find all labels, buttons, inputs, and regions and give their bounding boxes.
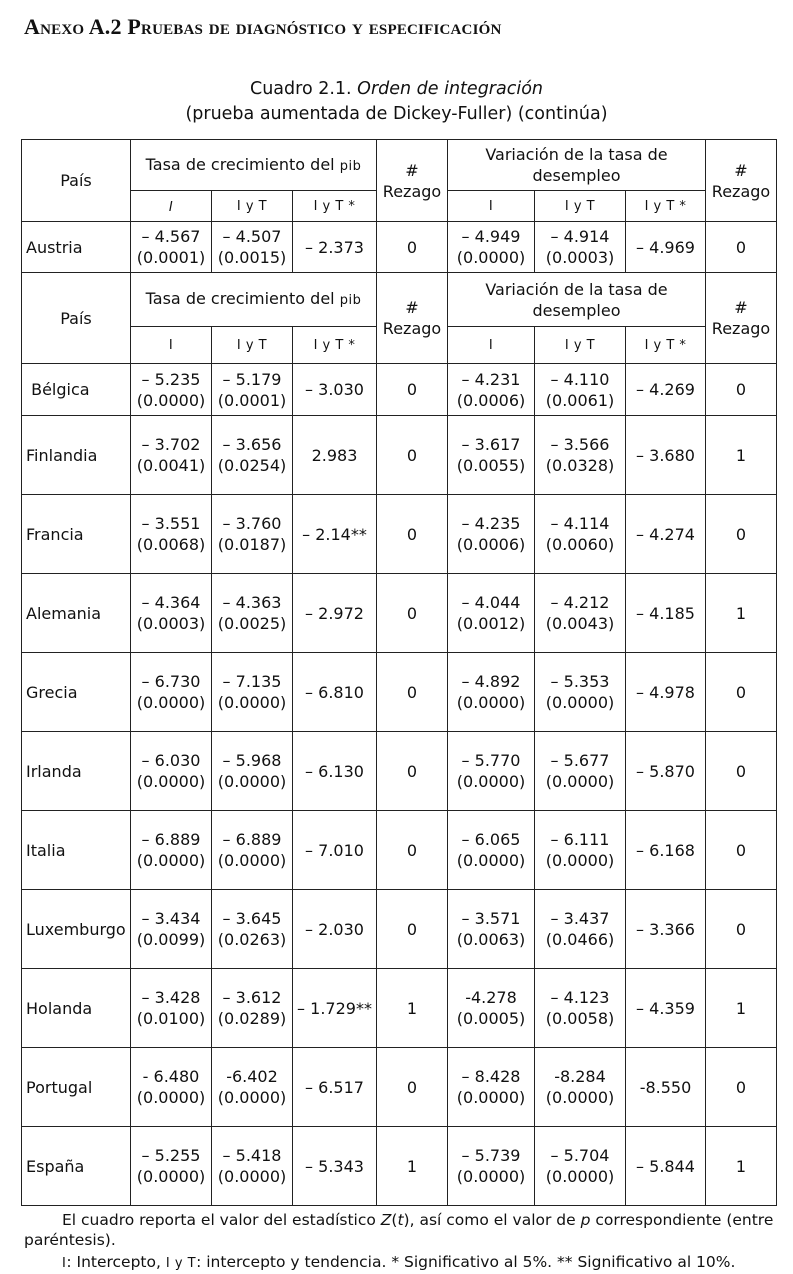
unemp-its-cell: – 5.844	[626, 1127, 706, 1206]
p-value: (0.0000)	[545, 851, 615, 870]
country-name: España	[22, 1127, 131, 1206]
header-gdp-group	[131, 140, 377, 191]
header-gdp-text: Tasa de crecimiento del	[145, 154, 340, 174]
p-value: (0.0012)	[456, 614, 526, 633]
table-caption-line2: (prueba aumentada de Dickey-Fuller) (continúa)	[185, 104, 608, 124]
p-value: (0.0000)	[545, 1167, 615, 1186]
gdp-its-cell: – 7.010	[293, 811, 377, 890]
stat-value: – 4.914	[550, 227, 610, 246]
stat-value: – 4.212	[550, 593, 610, 612]
p-value: (0.0015)	[217, 248, 287, 267]
stat-value: – 5.353	[550, 672, 610, 691]
unemp-lag-cell: 0	[706, 222, 777, 273]
table-row	[22, 732, 777, 811]
subheader-i: I	[448, 327, 535, 364]
table-row	[22, 653, 777, 732]
unemp-i-cell	[448, 969, 535, 1048]
gdp-lag-cell: 1	[377, 1127, 448, 1206]
header-lag: # Rezago	[706, 140, 777, 222]
gdp-lag-cell: 0	[377, 890, 448, 969]
gdp-lag-cell: 0	[377, 732, 448, 811]
table-caption-line1	[0, 79, 793, 99]
header-gdp-text: Tasa de crecimiento del	[145, 289, 340, 308]
stat-value: – 4.044	[461, 593, 521, 612]
footnote-t: t	[397, 1211, 404, 1229]
p-value: (0.0000)	[456, 1167, 526, 1186]
gdp-it-cell	[212, 574, 293, 653]
table-row	[22, 495, 777, 574]
p-value: (0.0061)	[545, 390, 615, 410]
unemp-it-cell	[535, 653, 626, 732]
footnote-text: (	[391, 1211, 398, 1229]
unemp-its-cell: -8.550	[626, 1048, 706, 1127]
p-value: (0.0060)	[545, 535, 615, 554]
p-value: (0.0000)	[217, 1088, 287, 1107]
p-value: (0.0025)	[217, 614, 287, 633]
p-value: (0.0289)	[217, 1009, 287, 1028]
unemp-lag-cell: 0	[706, 811, 777, 890]
stat-value: -4.278	[465, 988, 517, 1007]
unemp-i-cell	[448, 890, 535, 969]
p-value: (0.0000)	[545, 772, 615, 791]
stat-value: – 4.507	[222, 227, 282, 246]
stat-value: – 4.364	[141, 593, 201, 612]
gdp-it-cell	[212, 890, 293, 969]
subheader-i-t-star: I y T *	[293, 191, 377, 222]
gdp-its-cell: – 5.343	[293, 1127, 377, 1206]
stat-value: – 3.434	[141, 909, 201, 928]
unemp-it-cell	[535, 1048, 626, 1127]
header-country: País	[22, 273, 131, 364]
unemp-its-cell: – 5.870	[626, 732, 706, 811]
caption-italic-title: Orden de integración	[357, 79, 543, 99]
unemp-it-cell	[535, 574, 626, 653]
unemp-lag-cell: 1	[706, 574, 777, 653]
stat-value: – 5.968	[222, 751, 282, 770]
p-value: (0.0055)	[456, 456, 526, 475]
p-value: (0.0000)	[136, 390, 206, 410]
stat-value: – 3.566	[550, 435, 610, 454]
p-value: (0.0058)	[545, 1009, 615, 1028]
stat-value: – 7.135	[222, 672, 282, 691]
p-value: (0.0000)	[136, 693, 206, 712]
stat-value: – 5.739	[461, 1146, 521, 1165]
unemp-lag-cell: 0	[706, 1048, 777, 1127]
austria-table	[21, 139, 777, 273]
header-gdp-abbr: pib	[339, 158, 362, 174]
unemp-its-cell: – 4.185	[626, 574, 706, 653]
footnote-statistic	[24, 1210, 776, 1250]
gdp-i-cell	[131, 1127, 212, 1206]
gdp-its-cell: – 2.14**	[293, 495, 377, 574]
subheader-i-text: I	[168, 199, 174, 215]
stat-value: – 3.617	[461, 435, 521, 454]
p-value: (0.0006)	[456, 535, 526, 554]
subheader-i-t: I y T	[535, 191, 626, 222]
gdp-i-cell	[131, 732, 212, 811]
caption-prefix: Cuadro 2.1.	[249, 79, 358, 99]
country-rows	[22, 364, 777, 1206]
table-row-austria	[22, 222, 777, 273]
country-name: Bélgica	[22, 364, 131, 416]
p-value: (0.0000)	[545, 693, 615, 712]
stat-value: – 3.437	[550, 909, 610, 928]
gdp-its-cell: – 2.373	[293, 222, 377, 273]
stat-value: – 3.571	[461, 909, 521, 928]
subheader-i	[131, 191, 212, 222]
unemp-i-cell	[448, 222, 535, 273]
country-name: Grecia	[22, 653, 131, 732]
p-value: (0.0263)	[217, 930, 287, 949]
gdp-its-cell: – 1.729**	[293, 969, 377, 1048]
stat-value: – 3.645	[222, 909, 282, 928]
unemp-lag-cell: 1	[706, 416, 777, 495]
table-row	[22, 1127, 777, 1206]
stat-value: – 3.612	[222, 988, 282, 1007]
unemp-lag-cell: 0	[706, 890, 777, 969]
gdp-i-cell	[131, 222, 212, 273]
country-name: Luxemburgo	[22, 890, 131, 969]
stat-value: – 4.949	[461, 227, 521, 246]
unemp-it-cell	[535, 732, 626, 811]
unemp-i-cell	[448, 811, 535, 890]
unemp-i-cell	[448, 574, 535, 653]
p-value: (0.0003)	[545, 248, 615, 267]
subheader-i-t: I y T	[535, 327, 626, 364]
p-value: (0.0043)	[545, 614, 615, 633]
p-value: (0.0000)	[136, 1088, 206, 1107]
gdp-lag-cell: 0	[377, 1048, 448, 1127]
gdp-its-cell: – 6.130	[293, 732, 377, 811]
unemp-lag-cell: 0	[706, 495, 777, 574]
stat-value: – 4.110	[550, 369, 610, 389]
p-value: (0.0006)	[456, 390, 526, 410]
unemp-it-cell	[535, 222, 626, 273]
unemp-it-cell	[535, 364, 626, 416]
unemp-its-cell: – 4.269	[626, 364, 706, 416]
gdp-lag-cell: 0	[377, 495, 448, 574]
stat-value: – 3.656	[222, 435, 282, 454]
gdp-lag-cell: 0	[377, 811, 448, 890]
gdp-lag-cell: 1	[377, 969, 448, 1048]
header-gdp-group	[131, 273, 377, 327]
stat-value: - 6.480	[142, 1067, 200, 1086]
unemp-lag-cell: 0	[706, 732, 777, 811]
header-unemp-group: Variación de la tasa de desempleo	[448, 273, 706, 327]
gdp-lag-cell: 0	[377, 364, 448, 416]
gdp-it-cell	[212, 364, 293, 416]
unemp-its-cell: – 4.274	[626, 495, 706, 574]
p-value: (0.0000)	[456, 772, 526, 791]
p-value: (0.0466)	[545, 930, 615, 949]
table-row	[22, 416, 777, 495]
gdp-i-cell	[131, 574, 212, 653]
gdp-its-cell: – 2.030	[293, 890, 377, 969]
p-value: (0.0000)	[217, 772, 287, 791]
table-row	[22, 811, 777, 890]
footnote-text: El cuadro reporta el valor del estadístico	[62, 1211, 381, 1229]
unemp-i-cell	[448, 732, 535, 811]
gdp-its-cell: 2.983	[293, 416, 377, 495]
footnote-abbr-i: I	[62, 1256, 67, 1271]
stat-value: – 4.363	[222, 593, 282, 612]
unemp-i-cell	[448, 1127, 535, 1206]
unemp-it-cell	[535, 495, 626, 574]
stat-value: – 4.114	[550, 514, 610, 533]
p-value: (0.0063)	[456, 930, 526, 949]
gdp-lag-cell: 0	[377, 416, 448, 495]
gdp-it-cell	[212, 653, 293, 732]
stat-value: – 3.428	[141, 988, 201, 1007]
unemp-it-cell	[535, 969, 626, 1048]
stat-value: – 5.255	[141, 1146, 201, 1165]
p-value: (0.0000)	[217, 1167, 287, 1186]
p-value: (0.0001)	[217, 390, 287, 410]
unemp-its-cell: – 4.359	[626, 969, 706, 1048]
stat-value: – 6.730	[141, 672, 201, 691]
stat-value: – 6.889	[141, 830, 201, 849]
country-name: Francia	[22, 495, 131, 574]
p-value: (0.0000)	[217, 851, 287, 870]
gdp-its-cell: – 2.972	[293, 574, 377, 653]
unemp-it-cell	[535, 1127, 626, 1206]
stat-value: – 4.123	[550, 988, 610, 1007]
unemp-i-cell	[448, 364, 535, 416]
footnote-legend	[62, 1252, 793, 1274]
stat-value: – 3.551	[141, 514, 201, 533]
unemp-i-cell	[448, 495, 535, 574]
header-lag: # Rezago	[377, 140, 448, 222]
table-row	[22, 969, 777, 1048]
unemp-i-cell	[448, 653, 535, 732]
gdp-it-cell	[212, 1048, 293, 1127]
unemp-lag-cell: 0	[706, 364, 777, 416]
gdp-its-cell: – 6.517	[293, 1048, 377, 1127]
unemp-it-cell	[535, 416, 626, 495]
p-value: (0.0000)	[217, 693, 287, 712]
footnote-text: : intercepto y tendencia. * Significativo al 5%. ** Significativo al 10%.	[196, 1253, 736, 1271]
country-name: Alemania	[22, 574, 131, 653]
p-value: (0.0003)	[136, 614, 206, 633]
unemp-it-cell	[535, 811, 626, 890]
stat-value: – 5.418	[222, 1146, 282, 1165]
stat-value: – 6.065	[461, 830, 521, 849]
unemp-its-cell: – 3.680	[626, 416, 706, 495]
gdp-it-cell	[212, 495, 293, 574]
gdp-lag-cell: 0	[377, 653, 448, 732]
footnote-abbr-it: I y T	[165, 1256, 197, 1271]
p-value: (0.0000)	[456, 248, 526, 267]
subheader-i-t: I y T	[212, 327, 293, 364]
stat-value: – 5.179	[222, 369, 282, 389]
stat-value: – 4.231	[461, 369, 521, 389]
footnote-z: Z	[380, 1211, 392, 1229]
gdp-its-cell: – 3.030	[293, 364, 377, 416]
stat-value: – 3.702	[141, 435, 201, 454]
stat-value: – 3.760	[222, 514, 282, 533]
stat-value: – 4.892	[461, 672, 521, 691]
unemp-its-cell: – 4.969	[626, 222, 706, 273]
gdp-i-cell	[131, 416, 212, 495]
p-value: (0.0001)	[136, 248, 206, 267]
stat-value: – 4.567	[141, 227, 201, 246]
stat-value: – 5.677	[550, 751, 610, 770]
unemp-its-cell: – 4.978	[626, 653, 706, 732]
table-row	[22, 1048, 777, 1127]
gdp-i-cell	[131, 969, 212, 1048]
gdp-it-cell	[212, 222, 293, 273]
header-gdp-abbr: pib	[339, 293, 362, 308]
unemp-it-cell	[535, 890, 626, 969]
footnote-text: : Intercepto,	[66, 1253, 166, 1271]
unemp-i-cell	[448, 416, 535, 495]
p-value: (0.0041)	[136, 456, 206, 475]
table-row	[22, 364, 777, 416]
p-value: (0.0000)	[136, 851, 206, 870]
subheader-i: I	[448, 191, 535, 222]
header-lag: # Rezago	[377, 273, 448, 364]
gdp-it-cell	[212, 1127, 293, 1206]
p-value: (0.0000)	[545, 1088, 615, 1107]
stat-value: – 6.889	[222, 830, 282, 849]
table-row	[22, 574, 777, 653]
gdp-lag-cell: 0	[377, 574, 448, 653]
unemp-its-cell: – 3.366	[626, 890, 706, 969]
subheader-i-t-star: I y T *	[626, 191, 706, 222]
p-value: (0.0000)	[456, 693, 526, 712]
footnote-p: p	[580, 1211, 591, 1229]
subheader-i-t: I y T	[212, 191, 293, 222]
gdp-its-cell: – 6.810	[293, 653, 377, 732]
stat-value: – 5.770	[461, 751, 521, 770]
country-name: Portugal	[22, 1048, 131, 1127]
header-unemp-group: Variación de la tasa de desempleo	[448, 140, 706, 191]
subheader-i-t-star: I y T *	[626, 327, 706, 364]
gdp-i-cell	[131, 653, 212, 732]
p-value: (0.0100)	[136, 1009, 206, 1028]
header-country: País	[22, 140, 131, 222]
country-name: Irlanda	[22, 732, 131, 811]
unemp-its-cell: – 6.168	[626, 811, 706, 890]
p-value: (0.0000)	[136, 1167, 206, 1186]
p-value: (0.0254)	[217, 456, 287, 475]
unemp-lag-cell: 0	[706, 653, 777, 732]
p-value: (0.0068)	[136, 535, 206, 554]
stat-value: – 8.428	[461, 1067, 521, 1086]
gdp-i-cell	[131, 1048, 212, 1127]
gdp-lag-cell: 0	[377, 222, 448, 273]
stat-value: – 4.235	[461, 514, 521, 533]
country-name: Austria	[22, 222, 131, 273]
gdp-i-cell	[131, 811, 212, 890]
country-name: Finlandia	[22, 416, 131, 495]
p-value: (0.0000)	[136, 772, 206, 791]
subheader-i-t-star: I y T *	[293, 327, 377, 364]
subheader-i: I	[131, 327, 212, 364]
p-value: (0.0000)	[456, 851, 526, 870]
stat-value: -8.284	[554, 1067, 606, 1086]
stat-value: – 5.235	[141, 369, 201, 389]
gdp-it-cell	[212, 969, 293, 1048]
gdp-i-cell	[131, 495, 212, 574]
stat-value: – 5.704	[550, 1146, 610, 1165]
unemp-i-cell	[448, 1048, 535, 1127]
gdp-it-cell	[212, 811, 293, 890]
p-value: (0.0005)	[456, 1009, 526, 1028]
table-row	[22, 890, 777, 969]
p-value: (0.0328)	[545, 456, 615, 475]
gdp-it-cell	[212, 416, 293, 495]
annex-heading: Anexo A.2 Pruebas de diagnóstico y especificación	[24, 14, 502, 39]
stat-value: -6.402	[226, 1067, 278, 1086]
country-name: Italia	[22, 811, 131, 890]
gdp-i-cell	[131, 364, 212, 416]
unemp-lag-cell: 1	[706, 1127, 777, 1206]
header-lag: # Rezago	[706, 273, 777, 364]
gdp-it-cell	[212, 732, 293, 811]
footnote-text: ), así como el valor de	[403, 1211, 581, 1229]
p-value: (0.0000)	[456, 1088, 526, 1107]
stat-value: – 6.111	[550, 830, 610, 849]
gdp-i-cell	[131, 890, 212, 969]
countries-table	[21, 272, 777, 1206]
p-value: (0.0187)	[217, 535, 287, 554]
unemp-lag-cell: 1	[706, 969, 777, 1048]
stat-value: – 6.030	[141, 751, 201, 770]
p-value: (0.0099)	[136, 930, 206, 949]
country-name: Holanda	[22, 969, 131, 1048]
footnote-text: correspondiente (entre paréntesis).	[24, 1211, 774, 1249]
